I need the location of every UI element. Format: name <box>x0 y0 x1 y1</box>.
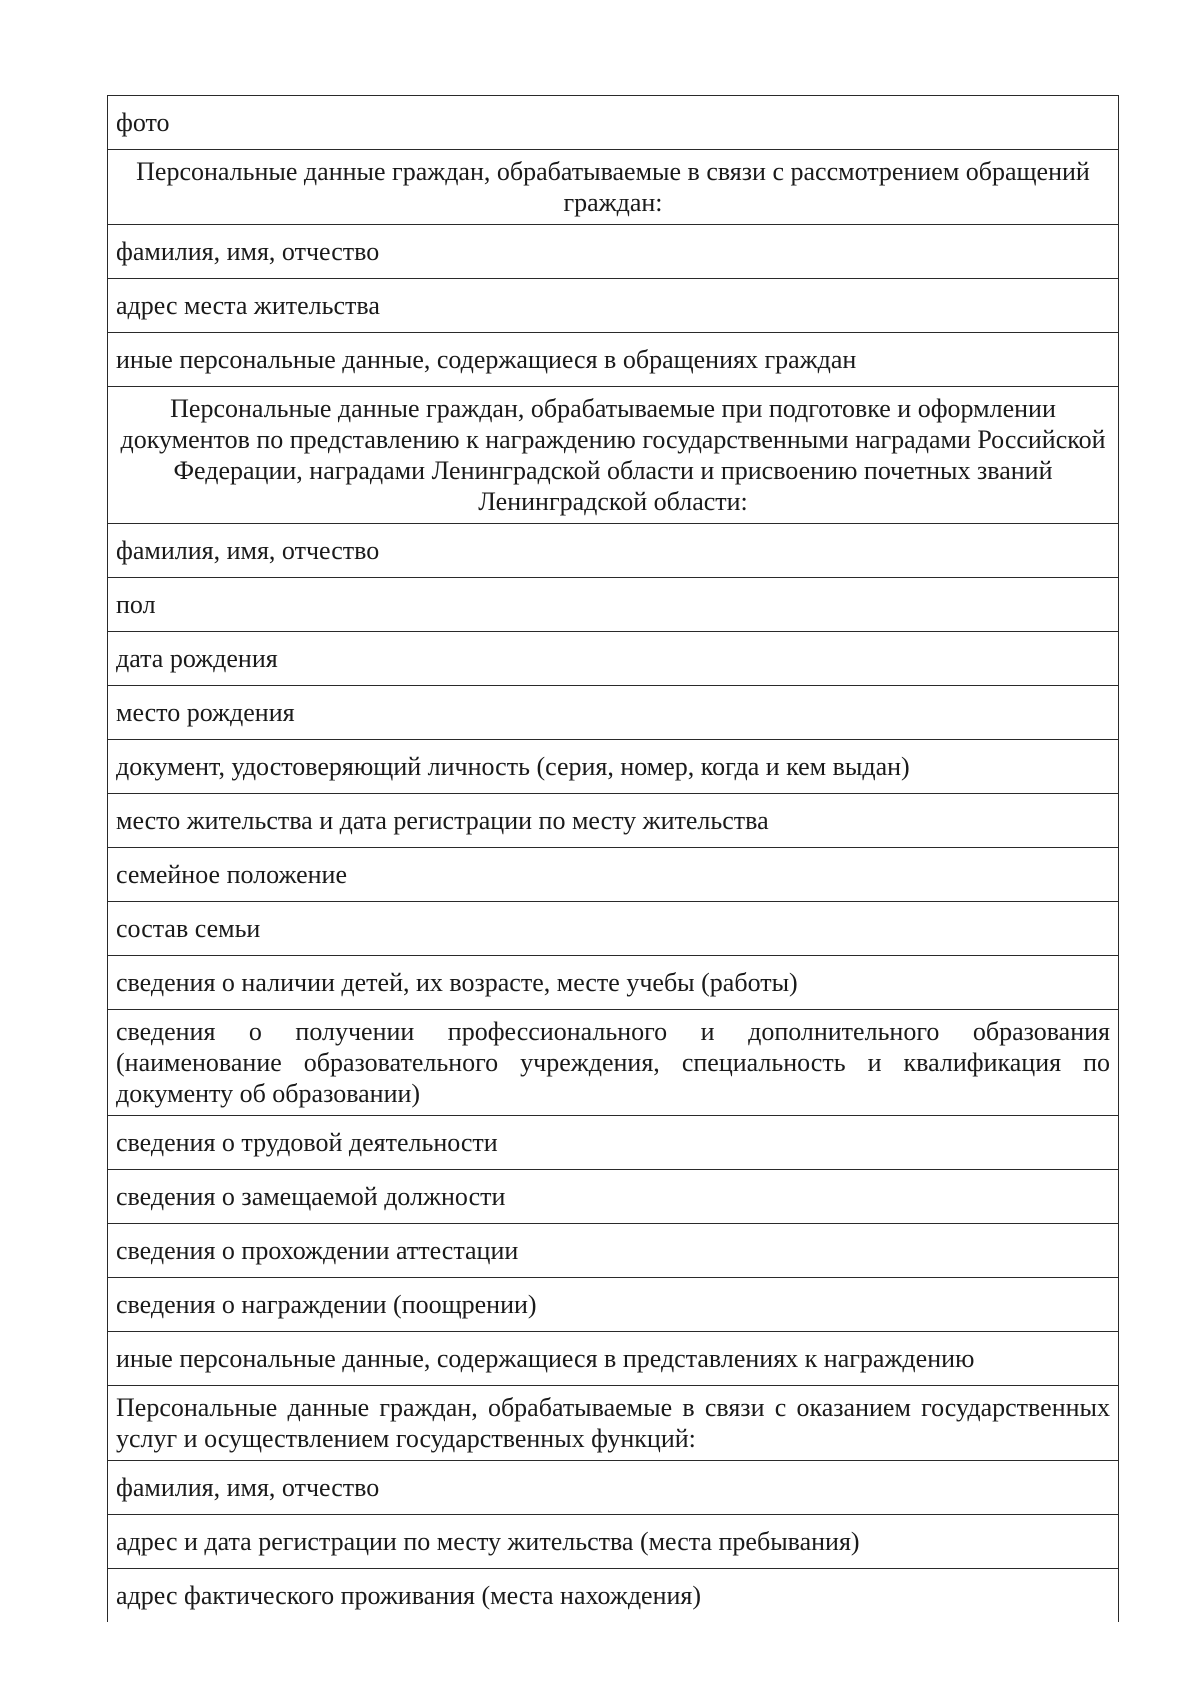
table-cell: состав семьи <box>108 902 1119 956</box>
table-row <box>108 524 1119 578</box>
table-cell: сведения о наличии детей, их возрасте, месте учебы (работы) <box>108 956 1119 1010</box>
section-heading: Персональные данные граждан, обрабатываемые в связи с рассмотрением обращений граждан: <box>108 150 1119 225</box>
table-row <box>108 1010 1119 1116</box>
table-row <box>108 1515 1119 1569</box>
section-heading: Персональные данные граждан, обрабатываемые в связи с оказанием государственных услуг и осуществлением государственных функций: <box>108 1386 1119 1461</box>
table-row <box>108 387 1119 524</box>
table-cell: сведения о трудовой деятельности <box>108 1116 1119 1170</box>
table-cell: адрес и дата регистрации по месту жительства (места пребывания) <box>108 1515 1119 1569</box>
table-row <box>108 740 1119 794</box>
table-cell: семейное положение <box>108 848 1119 902</box>
table-cell: адрес места жительства <box>108 279 1119 333</box>
table-row <box>108 902 1119 956</box>
table-cell: пол <box>108 578 1119 632</box>
table-row <box>108 848 1119 902</box>
table-cell: адрес фактического проживания (места нахождения) <box>108 1569 1119 1623</box>
table-cell: сведения о награждении (поощрении) <box>108 1278 1119 1332</box>
table-cell: сведения о получении профессионального и дополнительного образования (наименование образовательного учреждения, специальность и квалификация по документу об образовании) <box>108 1010 1119 1116</box>
table-row <box>108 1386 1119 1461</box>
table-cell: иные персональные данные, содержащиеся в представлениях к награждению <box>108 1332 1119 1386</box>
table-row <box>108 686 1119 740</box>
table-cell: документ, удостоверяющий личность (серия, номер, когда и кем выдан) <box>108 740 1119 794</box>
table-row <box>108 225 1119 279</box>
table-cell: иные персональные данные, содержащиеся в обращениях граждан <box>108 333 1119 387</box>
table-row <box>108 1332 1119 1386</box>
table-row <box>108 1224 1119 1278</box>
table-cell: фамилия, имя, отчество <box>108 1461 1119 1515</box>
table-cell: фото <box>108 96 1119 150</box>
table-row <box>108 956 1119 1010</box>
table-row <box>108 150 1119 225</box>
table-row <box>108 578 1119 632</box>
table-cell: сведения о замещаемой должности <box>108 1170 1119 1224</box>
table-cell: место жительства и дата регистрации по месту жительства <box>108 794 1119 848</box>
table-row <box>108 1461 1119 1515</box>
personal-data-table <box>107 95 1119 1622</box>
table-row <box>108 1278 1119 1332</box>
table-row <box>108 1569 1119 1623</box>
table-row <box>108 96 1119 150</box>
table-row <box>108 279 1119 333</box>
table-row <box>108 1116 1119 1170</box>
table-row <box>108 333 1119 387</box>
table-cell: фамилия, имя, отчество <box>108 524 1119 578</box>
table-row <box>108 632 1119 686</box>
table-row <box>108 794 1119 848</box>
table-row <box>108 1170 1119 1224</box>
table-cell: дата рождения <box>108 632 1119 686</box>
section-heading: Персональные данные граждан, обрабатываемые при подготовке и оформлении документов по представлению к награждению государственными наградами Российской Федерации, наградами Ленинградской области и присвоению почетных званий Ленинградской области: <box>108 387 1119 524</box>
table-cell: фамилия, имя, отчество <box>108 225 1119 279</box>
table-cell: место рождения <box>108 686 1119 740</box>
table-cell: сведения о прохождении аттестации <box>108 1224 1119 1278</box>
